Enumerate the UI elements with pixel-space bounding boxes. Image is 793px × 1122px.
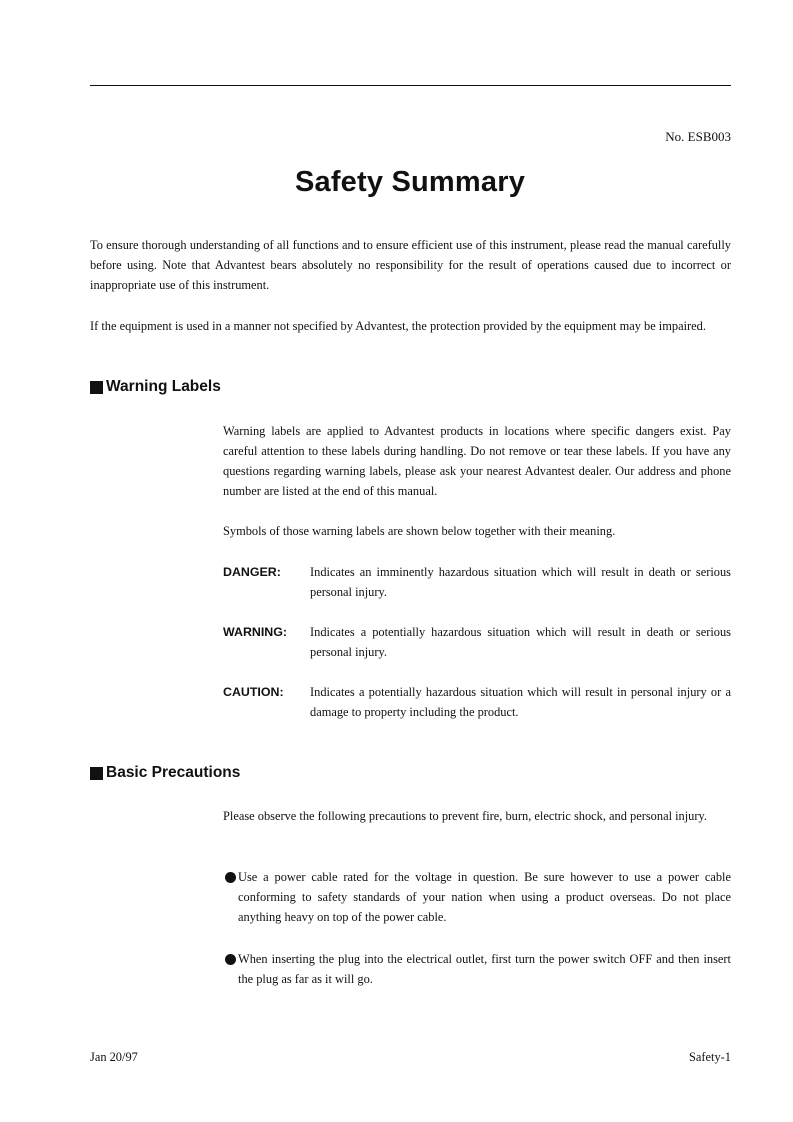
warning-labels-paragraph-1: Warning labels are applied to Advantest products in locations where specific dangers exist. Pay careful attention to these labels during handling. Do not remove or tear these labels. If you have any questions regarding warning labels, please ask your nearest Advantest dealer. Our address and phone number are listed at the end of this manual. bbox=[223, 424, 731, 498]
list-item-text: When inserting the plug into the electrical outlet, first turn the power switch OFF and then insert the plug as far as it will go. bbox=[238, 952, 731, 986]
basic-precautions-paragraph: Please observe the following precautions to prevent fire, burn, electric shock, and personal injury. bbox=[223, 809, 707, 823]
footer-page-number: Safety-1 bbox=[689, 1050, 731, 1064]
definition-term: DANGER: bbox=[223, 565, 281, 579]
list-item-text: Use a power cable rated for the voltage in question. Be sure however to use a power cable conforming to safety standards of your nation when using a product overseas. Do not place anything heavy on top of the power cable. bbox=[238, 870, 731, 924]
basic-precautions-heading bbox=[90, 764, 240, 782]
definition-term: CAUTION: bbox=[223, 685, 284, 699]
page-title: Safety Summary bbox=[294, 166, 526, 198]
header-rule bbox=[90, 85, 731, 86]
warning-labels-paragraph-2: Symbols of those warning labels are shown below together with their meaning. bbox=[223, 524, 616, 538]
warning-labels-heading bbox=[90, 378, 221, 396]
intro-paragraph-1: To ensure thorough understanding of all functions and to ensure efficient use of this instrument, please read the manual carefully before using. Note that Advantest bears absolutely no responsibility for the result of operations caused due to incorrect or inappropriate use of this instrument. bbox=[90, 238, 731, 292]
round-bullet-icon bbox=[225, 954, 236, 965]
list-item bbox=[225, 949, 731, 989]
definition-text: Indicates a potentially hazardous situation which will result in death or serious personal injury. bbox=[310, 625, 731, 659]
square-bullet-icon bbox=[90, 767, 103, 780]
basic-precautions-heading-text: Basic Precautions bbox=[106, 764, 241, 781]
intro-paragraph-2: If the equipment is used in a manner not specified by Advantest, the protection provided by the equipment may be impaired. bbox=[90, 319, 706, 333]
warning-labels-heading-text: Warning Labels bbox=[106, 378, 221, 395]
document-number: No. ESB003 bbox=[665, 129, 731, 144]
definition-text: Indicates a potentially hazardous situation which will result in personal injury or a damage to property including the product. bbox=[310, 685, 731, 719]
definition-term: WARNING: bbox=[223, 625, 288, 639]
footer-date: Jan 20/97 bbox=[90, 1050, 138, 1064]
definition-text: Indicates an imminently hazardous situation which will result in death or serious personal injury. bbox=[310, 565, 731, 599]
list-item bbox=[225, 867, 731, 927]
square-bullet-icon bbox=[90, 381, 103, 394]
round-bullet-icon bbox=[225, 872, 236, 883]
